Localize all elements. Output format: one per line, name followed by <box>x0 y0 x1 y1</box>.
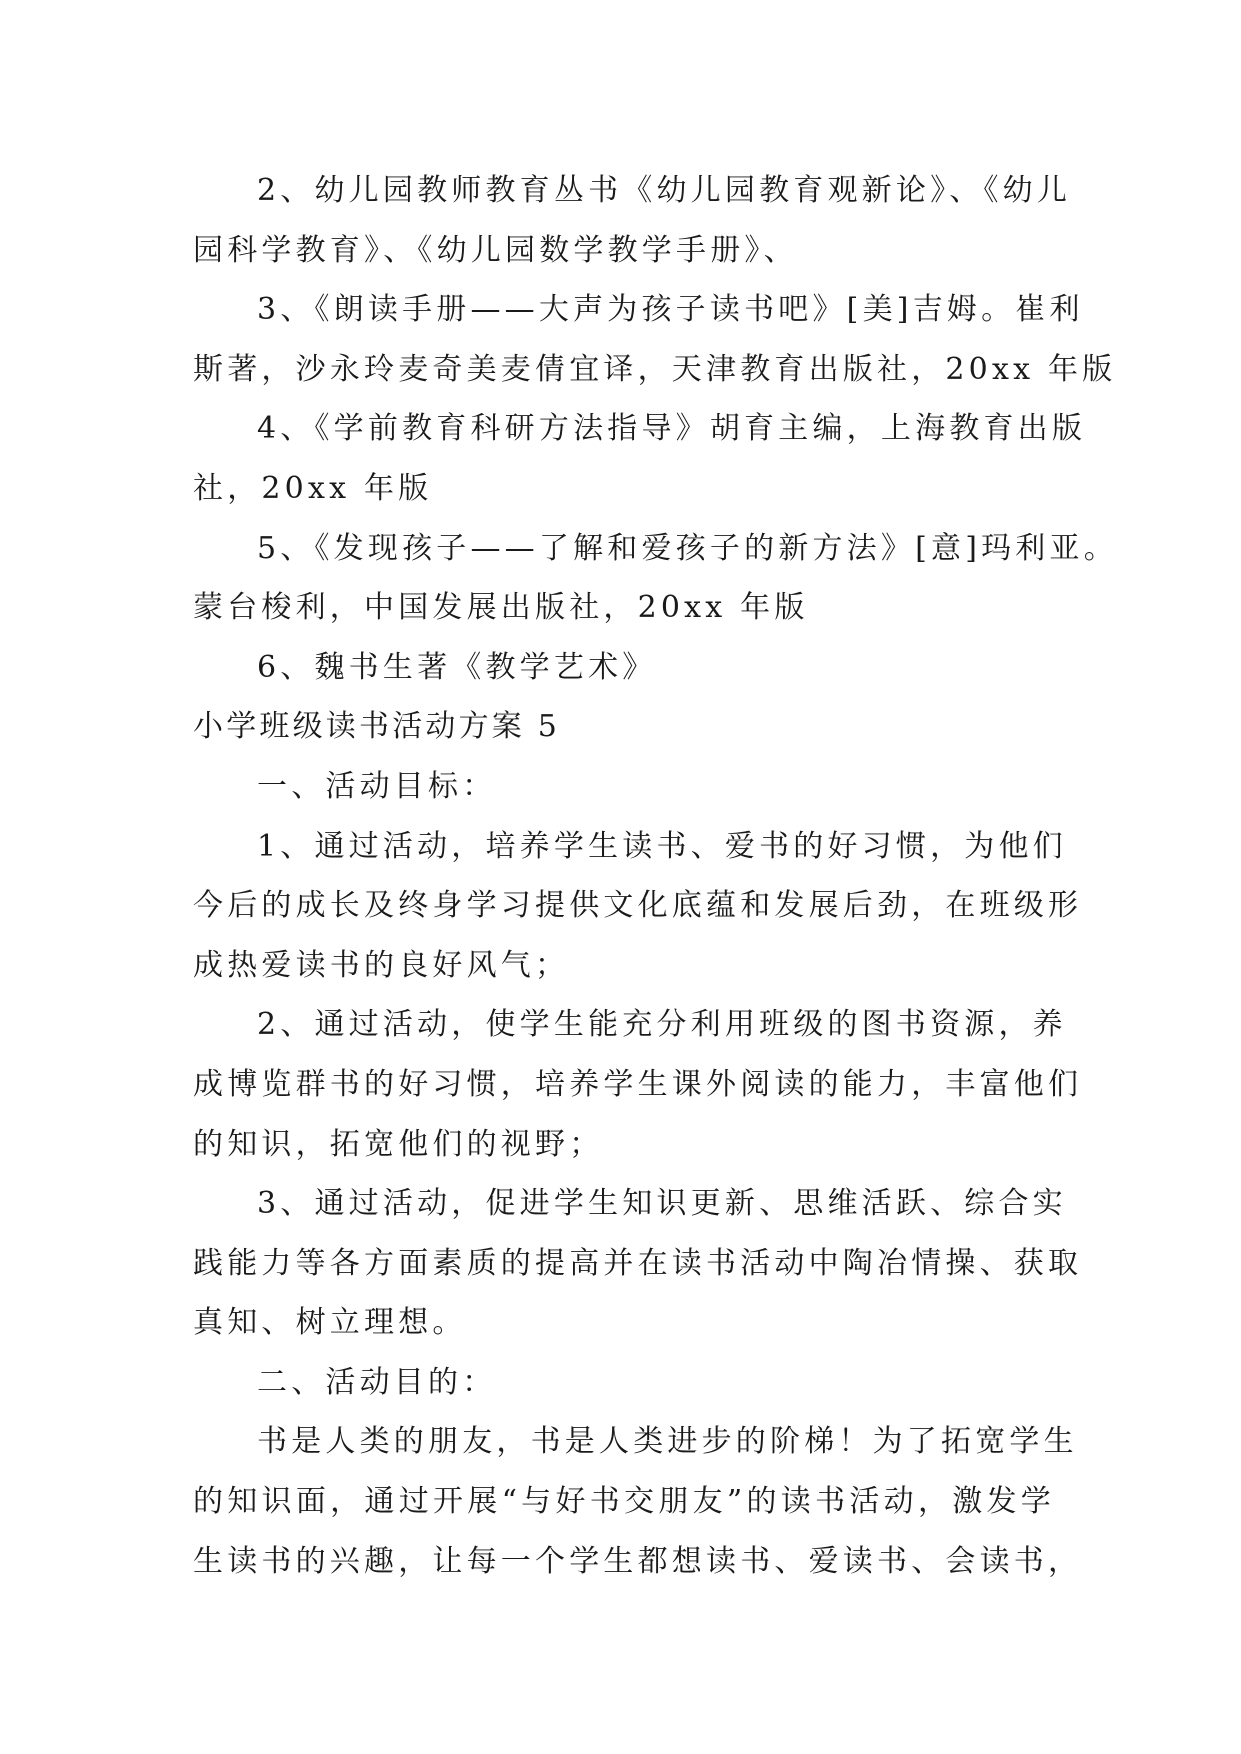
reference-item-5-line-1: 5、《发现孩子——了解和爱孩子的新方法》[意]玛利亚。 <box>257 530 1118 566</box>
reference-item-4-line-2: 社，20xx 年版 <box>193 470 433 506</box>
purpose-line-2: 的知识面，通过开展“与好书交朋友”的读书活动，激发学 <box>193 1484 1055 1520</box>
purpose-line-3: 生读书的兴趣，让每一个学生都想读书、爱读书、会读书， <box>193 1543 1083 1579</box>
reference-item-4-line-1: 4、《学前教育科研方法指导》胡育主编，上海教育出版 <box>257 411 1087 447</box>
reference-item-2-line-2: 园科学教育》、《幼儿园数学教学手册》、 <box>193 232 798 268</box>
goal-2-line-3: 的知识，拓宽他们的视野； <box>193 1126 604 1162</box>
goal-1-line-1: 1、通过活动，培养学生读书、爱书的好习惯，为他们 <box>257 828 1067 864</box>
purpose-line-1: 书是人类的朋友，书是人类进步的阶梯！为了拓宽学生 <box>257 1424 1078 1460</box>
goal-2-line-2: 成博览群书的好习惯，培养学生课外阅读的能力，丰富他们 <box>193 1066 1083 1102</box>
goal-1-line-3: 成热爱读书的良好风气； <box>193 947 570 983</box>
heading-activity-goals: 一、活动目标： <box>257 768 497 804</box>
goal-1-line-2: 今后的成长及终身学习提供文化底蕴和发展后劲，在班级形 <box>193 888 1083 924</box>
goal-3-line-1: 3、通过活动，促进学生知识更新、思维活跃、综合实 <box>257 1186 1067 1222</box>
goal-2-line-1: 2、通过活动，使学生能充分利用班级的图书资源，养 <box>257 1007 1067 1043</box>
reference-item-2-line-1: 2、幼儿园教师教育丛书《幼儿园教育观新论》、《幼儿 <box>257 173 1072 208</box>
heading-activity-purpose: 二、活动目的： <box>257 1364 497 1400</box>
document-body <box>193 161 1118 1591</box>
reference-item-3-line-2: 斯著，沙永玲麦奇美麦倩宜译，天津教育出版社，20xx 年版 <box>193 351 1117 387</box>
goal-3-line-2: 践能力等各方面素质的提高并在读书活动中陶冶情操、获取 <box>193 1245 1083 1281</box>
reference-item-6: 6、魏书生著《教学艺术》 <box>257 649 657 685</box>
reference-item-5-line-2: 蒙台梭利，中国发展出版社，20xx 年版 <box>193 590 809 626</box>
goal-3-line-3: 真知、树立理想。 <box>193 1305 467 1341</box>
section-title: 小学班级读书活动方案 5 <box>193 709 561 745</box>
reference-item-3-line-1: 3、《朗读手册——大声为孩子读书吧》[美]吉姆。崔利 <box>257 292 1084 328</box>
